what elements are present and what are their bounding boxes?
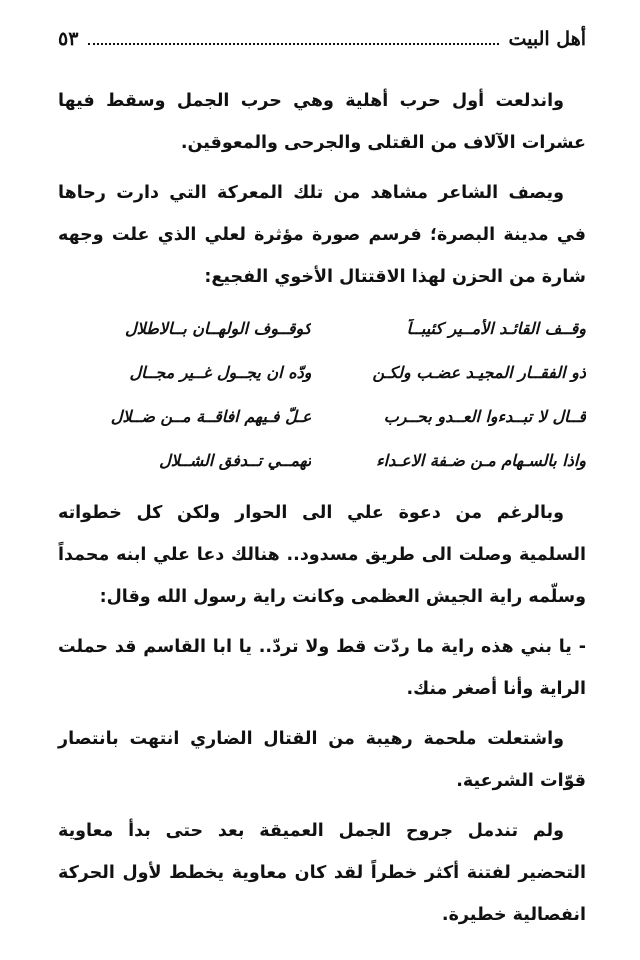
paragraph-quote: - يا بني هذه راية ما ردّت قط ولا تردّ.. يا ابا القاسم قد حملت الراية وأنا أصغر منك.: [58, 637, 586, 699]
body-text: [58, 80, 586, 936]
verse-second-hemistich: كوقــوف الولهــان بــالاطلال: [124, 318, 312, 338]
header-title: أهل البيت: [508, 28, 586, 50]
verse-first-hemistich: واذا بالسـهام مـن ضـفة الاعـداء: [376, 450, 586, 470]
verse-second-hemistich: عـلّ فـيهم افاقــة مــن ضــلال: [110, 406, 312, 426]
header-dotted-leader: [88, 42, 498, 45]
verse-line: [58, 350, 586, 394]
verse-first-hemistich: وقــف القائـد الأمــير كئيبــاً: [406, 318, 586, 338]
verse-line: [58, 306, 586, 350]
verse-line: [58, 438, 586, 482]
page-number: ٥٣: [58, 28, 79, 50]
book-page: [58, 28, 586, 944]
paragraph-muawiya: ولم تندمل جروح الجمل العميقة بعد حتى بدأ معاوية التحضير لفتنة أكثر خطراً لقد كان معاوية يخطط لأول الحركة انفصالية خطيرة.: [58, 821, 586, 925]
verse-first-hemistich: قــال لا تبــدءوا العــدو بحــرب: [383, 406, 586, 426]
verse-second-hemistich: ودّه ان يجــول غــير مجــال: [129, 362, 312, 382]
verse-second-hemistich: تهمــي تــدفق الشــلال: [159, 450, 312, 470]
running-header: [58, 28, 586, 64]
poem-verses: [58, 306, 586, 482]
verse-first-hemistich: ذو الفقــار المجيـد عضـب ولكـن: [372, 362, 586, 382]
paragraph-poet-description: ويصف الشاعر مشاهد من تلك المعركة التي دارت رحاها في مدينة البصرة؛ فرسم صورة مؤثرة لعلي الذي علت وجهه شارة من الحزن لهذا الاقتتال الأخوي الفجيع:: [58, 183, 586, 287]
verse-line: [58, 394, 586, 438]
paragraph-civil-war: واندلعت أول حرب أهلية وهي حرب الجمل وسقط فيها عشرات الآلاف من القتلى والجرحى والمعوقين.: [58, 91, 586, 153]
paragraph-dialogue-attempt: وبالرغم من دعوة علي الى الحوار ولكن كل خطواته السلمية وصلت الى طريق مسدود.. هنالك دعا علي ابنه محمداً وسلّمه راية الجيش العظمى وكانت راية رسول الله وقال:: [58, 503, 586, 607]
paragraph-battle-outcome: واشتعلت ملحمة رهيبة من القتال الضاري انتهت بانتصار قوّات الشرعية.: [58, 729, 586, 791]
